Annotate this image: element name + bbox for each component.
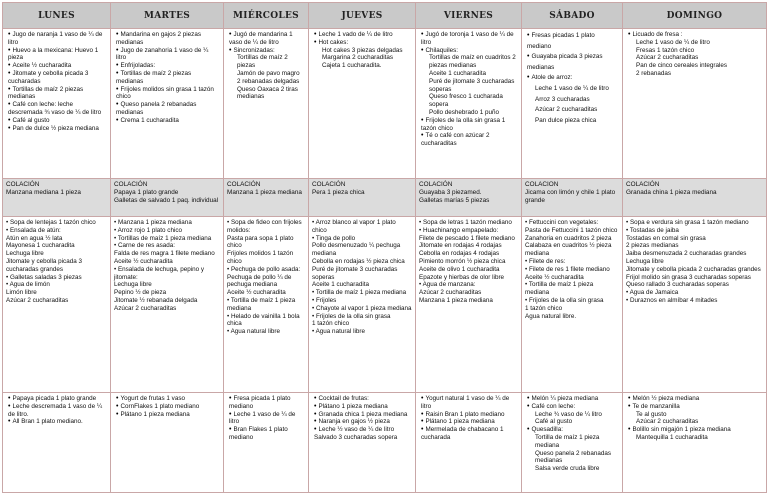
menu-item: Granada china 1 pieza mediana [626,189,717,196]
menu-item: • Agua de manzana: [419,281,476,289]
menu-item: • Naranja en gajos ½ pieza [314,418,412,426]
menu-item: • Filete de res 1 filete mediano [525,265,610,273]
menu-item: • Sopa de lentejas 1 tazón chico [6,219,96,226]
menu-item: • Tostadas de jaiba [626,226,679,234]
menu-item: Queso fresco 1 cucharada sopera [429,93,503,109]
day-header: LUNES [3,3,111,29]
menu-item: Tortillas de maíz 2 piezas [237,54,288,70]
menu-item: • Te de manzanilla [628,403,763,411]
menu-item: • Pechuga de pollo asada: [227,265,301,273]
menu-item: Cebolla en rodajas 4 rodajas [419,250,500,258]
menu-item: Epazote y hierbas de olor libre [419,273,505,281]
menu-item: • Leche ½ vaso de ¼ de litro Salvado 3 cucharadas sopera [314,426,412,442]
day-header: VIERNES [416,3,522,29]
meal-cell [623,29,767,179]
menu-item: Jicama con limón y chile 1 plato grande [525,189,616,204]
menu-item: • Huevo a la mexicana: Huevo 1 pieza [8,47,107,63]
menu-item: COLACIÓN [419,181,453,188]
menu-item: • Jugó de toronja 1 vaso de ¼ de litro [421,31,518,47]
menu-item: • Agua natural libre [312,328,365,336]
menu-item: Frijol molido sin grasa 3 cucharadas soperas [626,273,751,281]
meal-cell [416,217,522,393]
menu-item: Pan dulce pieza chica [535,116,597,124]
menu-item: Margarina 2 cucharaditas [322,54,394,62]
menu-item: Azúcar 2 cucharaditas [535,106,598,114]
menu-item: • Filete de res: [525,257,566,265]
menu-item: • Frijoles de la olla sin grasa 1 tazón chico [421,117,518,133]
menu-item: • Jugo de zanahoria 1 vaso de ¼ litro [116,47,220,63]
menu-item: • Frijoles molidos sin grasa 1 tazón chico [116,86,220,102]
menu-item: • Frijoles de la olla sin grasa [312,312,391,320]
meal-cell [224,217,309,393]
menu-item: Cebolla en rodajas ½ pieza chica [312,257,405,265]
menu-item: Galletas de salvado 1 paq. individual [114,197,219,204]
menu-item: Te al gusto [636,410,667,418]
menu-item: • Yogurt natural 1 vaso de ¼ de litro [421,395,518,411]
meal-cell [416,29,522,179]
menu-item: Lechuga libre [6,250,44,258]
menu-item: Guayaba 3 piezamed. [419,189,482,196]
menu-item: Pera 1 pieza chica [312,189,365,196]
menu-item: Pasta para sopa 1 plato chico [227,234,294,250]
meal-cell [416,393,522,493]
colacion-cell [111,179,224,217]
menu-item: • Manzana 1 pieza mediana [114,219,192,226]
menu-item: Hot cakes 3 piezas delgadas [322,46,403,54]
menu-item: • Jitomate y cebolla picada 3 cucharadas [8,70,107,86]
menu-item: • Papaya picada 1 plato grande [8,395,107,403]
menu-item: Pimiento morrón ½ pieza chica [419,257,506,265]
meal-cell [522,217,623,393]
menu-item: • Plátano 1 pieza mediana [116,411,220,419]
colacion-cell [309,179,416,217]
meal-cell [3,217,111,393]
menu-item: 1 tazón chico [312,320,350,328]
menu-item: Lechuga libre [626,257,664,265]
menu-item: Jitomate y cebolla picada 2 cucharadas grandes [626,265,761,273]
day-header-row [3,3,767,29]
meal-cell [111,393,224,493]
menu-item: Aceite 1 cucharadita [312,281,370,289]
day-header: MIÉRCOLES [224,3,309,29]
menu-item: Manzana 1 pieza mediana [419,296,493,304]
menu-item: Café al gusto [535,418,573,426]
menu-item: Falda de res magra 1 filete mediano [114,250,215,258]
menu-item: • Café con leche: [527,403,619,411]
menu-item: Puré de jitomate 3 cucharadas soperas [312,265,398,281]
menu-item: • Arroz blanco al vapor 1 plato chico [312,219,396,234]
menu-item: 2 rebanadas delgadas [237,77,300,85]
menu-item: Fresas 1 tazón chico [636,46,695,54]
menu-item: • Fresas picadas 1 plato mediano [527,31,619,52]
menu-item: • Agua de Jamaica [626,289,679,297]
menu-item: Aceite ½ cucharadita [525,273,584,281]
menu-item: Agua natural libre. [525,312,577,320]
menu-item: • Café con leche: leche descremada ¾ vaso de ¼ de litro [8,101,107,117]
desayuno-row [3,29,767,179]
menu-item: Papaya 1 plato grande [114,189,179,196]
menu-item: COLACIÓN [227,181,261,188]
menu-item: • Leche descremada 1 vaso de ¼ de litro. [8,403,107,419]
menu-item: Aceite ½ cucharadita [227,289,286,297]
weekly-menu-table [2,2,767,493]
menu-item: Cajeta 1 cucharadita. [322,62,382,70]
menu-item: Atún en agua ½ lata [6,234,63,242]
menu-item: Jitomate y cebolla picada 3 cucharadas grandes [6,257,82,273]
menu-item: • Chayote al vapor 1 pieza mediana [312,304,412,312]
menu-item: • Tortilla de maíz 1 pieza mediana [525,281,594,297]
menu-item: Jitomate en rodajas 4 rodajas [419,242,502,250]
colacion-cell [623,179,767,217]
menu-item: • Carne de res asada: [114,242,176,250]
menu-item: Azúcar 2 cucharaditas [636,54,699,62]
menu-item: • Leche 1 vaso de ¼ de litro [229,411,305,427]
menu-item: • Tortillas de maíz 2 piezas medianas [8,86,107,102]
menu-item: • Plátano 1 pieza mediana [314,403,412,411]
menu-item: Pepino ½ de pieza [114,289,167,297]
colacion-cell [3,179,111,217]
menu-item: • Crema 1 cucharadita [116,117,220,125]
menu-item: • Tinga de pollo [312,234,356,242]
menu-item: • Melón ¼ pieza mediana [527,395,619,403]
menu-item: 1 tazón chico [525,304,563,312]
comida-row [3,217,767,393]
menu-item: Filete de pescado 1 filete mediano [419,234,515,242]
menu-item: • Tortillas de maíz 1 pieza mediana [114,234,212,242]
menu-item: Aceite 1 cucharadita [429,69,487,77]
menu-item: • Frijoles de la olla sin grasa [525,296,604,304]
menu-item: 2 rebanadas [636,69,672,77]
menu-item: • Plátano 1 pieza mediana [421,418,518,426]
colacion-cell [224,179,309,217]
menu-item: Azúcar 2 cucharaditas [419,289,482,297]
colacion-cell [522,179,623,217]
menu-item: • Sincronizadas: [229,47,305,55]
menu-item: Limón libre [6,289,37,297]
menu-item: • Duraznos en almíbar 4 mitades [626,296,718,304]
meal-cell [224,393,309,493]
menu-item: • Guayaba picada 3 piezas medianas [527,52,619,73]
menu-item: • Raisin Bran 1 plato mediano [421,411,518,419]
meal-cell [522,393,623,493]
menu-item: Mantequilla 1 cucharadita [636,433,708,441]
meal-cell [309,393,416,493]
meal-cell [623,217,767,393]
menu-item: • Yogurt de frutas 1 vaso [116,395,220,403]
day-header: SÁBADO [522,3,623,29]
menu-item: Tortillas de maíz en cuadritos 2 piezas medianas [429,54,516,70]
menu-item: • Café al gusto [8,117,107,125]
menu-item: • Té o café con azúcar 2 cucharaditas [421,132,518,148]
menu-item: • Mandarina en gajos 2 piezas medianas [116,31,220,47]
menu-item: • Galletas saladas 3 piezas [6,273,82,281]
menu-item: • Helado de vainilla 1 bola chica [227,312,300,328]
meal-cell [111,217,224,393]
menu-item: • Sopa de fideo con frijoles molidos: [227,219,302,234]
menu-item: • Frijoles [312,296,337,304]
meal-cell [3,393,111,493]
menu-item: • Jugó de mandarina 1 vaso de ¼ de litro [229,31,305,47]
cena-row [3,393,767,493]
menu-item: • Bran Flakes 1 plato mediano [229,426,305,442]
colacion-cell [416,179,522,217]
menu-item: • Agua natural libre [227,328,280,336]
meal-cell [3,29,111,179]
menu-item: Leche ¾ vaso de ¼ litro [535,410,602,418]
menu-item: • Enfrijoladas: [116,62,220,70]
menu-item: • Agua de limón [6,281,50,289]
menu-item: • All Bran 1 plato mediano. [8,418,107,426]
menu-item: Leche 1 vaso de ¼ de litro [535,84,609,92]
menu-item: • Mermelada de chabacano 1 cucharada [421,426,518,442]
menu-item: Galletas marías 5 piezas [419,197,490,204]
menu-item: • Cocktail de frutas: [314,395,412,403]
menu-item: COLACION [525,181,559,188]
menu-item: Azúcar 2 cucharaditas [6,296,69,304]
menu-item: • Jugo de naranja 1 vaso de ¼ de litro [8,31,107,47]
menu-item: Manzana 1 pieza mediana [227,189,302,196]
menu-item: Mayonesa 1 cucharadita [6,242,75,250]
menu-item: Jamón de pavo magro [237,69,300,77]
menu-item: COLACIÓN [626,181,660,188]
menu-item: • Tortilla de maíz 1 pieza mediana [312,289,407,297]
menu-item: • Fresa picada 1 plato mediano [229,395,305,411]
menu-item: COLACIÓN [114,181,148,188]
menu-item: • Sopa de letras 1 tazón mediano [419,219,512,226]
menu-item: COLACIÓN [6,181,40,188]
menu-item: Zanahoria en cuadritos 2 pieza [525,234,612,242]
menu-item: • Huachinango empapelado: [419,226,499,234]
meal-cell [623,393,767,493]
colacion-row [3,179,767,217]
menu-item: • Pan de dulce ½ pieza mediana [8,125,107,133]
menu-item: • CornFlakes 1 plato mediano [116,403,220,411]
menu-item: Pollo deshebrado 1 puño [429,108,500,116]
meal-cell [224,29,309,179]
menu-item: Tortilla de maíz 1 pieza mediana [535,433,600,449]
menu-item: • Hot cakes: [314,39,412,47]
menu-item: • Tortillas de maíz 2 piezas medianas [116,70,220,86]
menu-item: Leche 1 vaso de ¼ de litro [636,38,710,46]
menu-item: • Leche 1 vado de ¼ de litro [314,31,412,39]
meal-cell [309,29,416,179]
menu-item: Jitomate ½ rebanada delgada [114,296,198,304]
menu-item: Aceite ½ cucharadita [114,257,173,265]
menu-item: • Queso panela 2 rebanadas medianas [116,101,220,117]
menu-item: • Bolillo sin migajón 1 pieza mediana [628,426,763,434]
menu-item: • Ensalada de lechuga, pepino y jitomate: [114,265,205,281]
menu-item: • Arroz rojo 1 plato chico [114,226,183,234]
meal-cell [309,217,416,393]
day-header: MARTES [111,3,224,29]
menu-item: • Tortilla de maíz 1 pieza mediana [227,296,296,312]
menu-item: 2 piezas medianas [626,242,679,250]
menu-item: • Licuado de fresa : [628,31,763,39]
menu-item: Azúcar 2 cucharaditas [114,304,177,312]
menu-item: Calabaza en cuadritos ½ pieza mediana [525,242,612,258]
menu-item: Pan de cinco cereales integrales [636,62,728,70]
menu-item: • Fettuccini con vegetales: [525,219,599,226]
menu-item: • Aceite ½ cucharadita [8,62,107,70]
menu-item: Manzana mediana 1 pieza [6,189,81,196]
menu-item: Frijoles molidos 1 tazón chico [227,250,294,265]
menu-item: Arroz 3 cucharadas [535,95,590,103]
menu-item: Salsa verde cruda libre [535,465,600,473]
menu-item: Tostadas en comal sin grasa [626,234,706,242]
menu-item: Pollo desmenuzado ¼ pechuga mediana [312,242,401,258]
menu-item: • Atole de arroz: [527,73,619,84]
meal-cell [111,29,224,179]
menu-item: Jaiba desmenuzada 2 cucharadas grandes [626,250,747,258]
menu-item: • Quesadilla: [527,426,619,434]
menu-item: Lechuga libre [114,281,152,289]
menu-item: COLACIÓN [312,181,346,188]
menu-item: Queso rallado 3 cucharadas soperas [626,281,729,289]
menu-item: Puré de jitomate 3 cucharadas soperas [429,77,515,93]
menu-item: • Granada chica 1 pieza mediana [314,411,412,419]
menu-item: Azúcar 2 cucharaditas [636,418,699,426]
menu-item: Queso panela 2 rebanadas medianas [535,449,611,465]
day-header: DOMINGO [623,3,767,29]
menu-item: Queso Oaxaca 2 tiras medianas [237,85,298,101]
menu-item: • Melón ½ pieza mediana [628,395,763,403]
day-header: JUEVES [309,3,416,29]
meal-cell [522,29,623,179]
menu-item: Pechuga de pollo ¼ de pechuga mediana [227,273,292,289]
menu-item: • Chilaquiles: [421,47,518,55]
menu-item: • Sopa e verdura sin grasa 1 tazón mediano [626,219,749,226]
menu-item: Pasta de Fettuccini 1 tazón chico [525,226,618,234]
menu-item: • Ensalada de atún: [6,226,61,234]
menu-item: Aceite de olivo 1 cucharadita [419,265,500,273]
